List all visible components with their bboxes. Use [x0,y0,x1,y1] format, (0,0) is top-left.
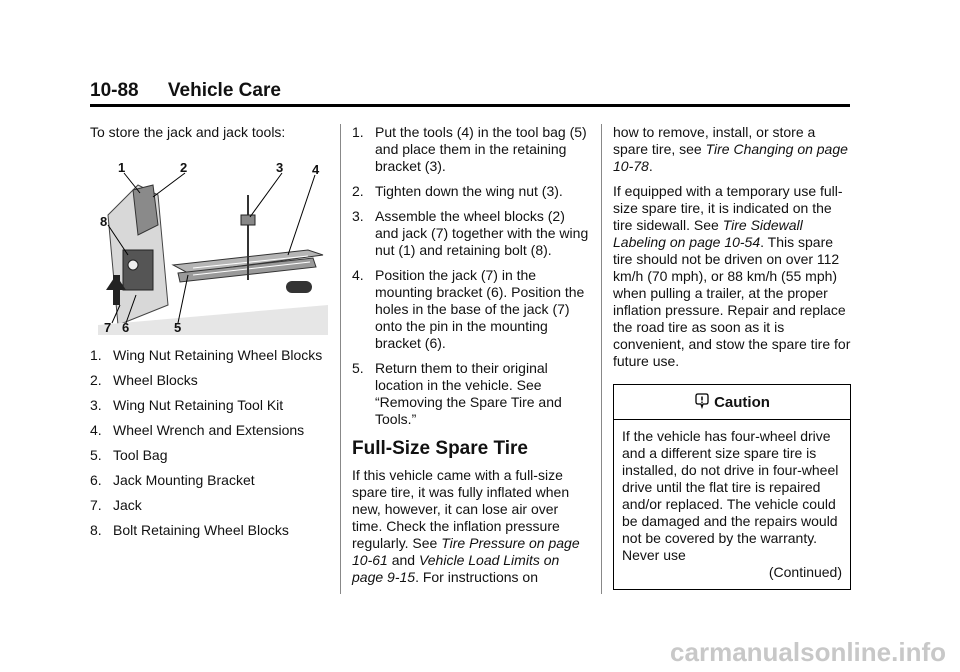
caution-icon [694,393,710,409]
legend-item: 3. Wing Nut Retaining Tool Kit [90,397,284,413]
figure-legend [90,347,335,539]
cross-reference-link[interactable]: Tire Pressure on page 10-61 [352,535,580,568]
column-3 [613,124,853,590]
column-divider [340,124,341,594]
column-2 [352,124,592,594]
section-title: Vehicle Care [167,80,281,101]
cross-reference-link[interactable]: Tire Changing on page 10-78 [613,141,848,174]
watermark: carmanualsonline.info [670,637,946,667]
step-item: 3. Assemble the wheel blocks (2) and jack (7) together with the wing nut (1) and retaining bolt (8). [352,208,589,258]
spare-tire-paragraph: If this vehicle came with a full-size spare tire, it was fully inflated when new, however, it can lose air over time. Check the inflation pressure regularly. See Tire Pressure on page 10-61 and Vehicle Load Limits on page 9-15. For instructions on [352,467,580,585]
section-heading: Full-Size Spare Tire [352,438,528,459]
legend-item: 2. Wheel Blocks [90,372,198,388]
figure-label-7: 7 [104,320,112,335]
legend-item: 7. Jack [90,497,142,513]
column-1 [90,124,335,547]
figure-label-1: 1 [118,160,126,175]
figure-label-6: 6 [122,320,130,335]
legend-item: 4. Wheel Wrench and Extensions [90,422,305,438]
legend-item: 5. Tool Bag [90,447,168,463]
figure-label-8: 8 [100,214,108,229]
legend-item: 1. Wing Nut Retaining Wheel Blocks [90,347,323,363]
page-number: 10-88 [90,80,139,101]
temporary-spare-paragraph: If equipped with a temporary use full-size spare tire, it is indicated on the tire sidewall. See Tire Sidewall Labeling on page 10-54. This spare tire should not be driven on over 112 km/h (70 mph), or 88 km/h (55 mph) when pulling a trailer, at the proper inflation pressure. Repair and replace the road tire as soon as it is convenient, and stow the spare tire for future use. [613,183,851,369]
caution-box [613,384,851,590]
step-item: 1. Put the tools (4) in the tool bag (5) and place them in the retaining bracket (3). [352,124,587,174]
figure-label-5: 5 [174,320,182,335]
figure-label-2: 2 [180,160,188,175]
continued-note: (Continued) [768,564,842,580]
steps-list [352,124,592,428]
figure-label-3: 3 [276,160,284,175]
legend-item: 8. Bolt Retaining Wheel Blocks [90,522,289,538]
cross-reference-link[interactable]: Tire Sidewall Labeling on page 10-54 [613,217,803,250]
figure-label-4: 4 [312,162,320,177]
step-item: 5. Return them to their original location in the vehicle. See “Removing the Spare Tire and Tools.” [352,360,562,427]
caution-title: Caution [714,394,770,411]
jack-storage-figure [98,155,328,335]
page-header [90,80,281,102]
step-item: 2. Tighten down the wing nut (3). [352,183,563,199]
header-rule [90,104,850,107]
column-divider [601,124,602,594]
step-item: 4. Position the jack (7) in the mounting bracket (6). Position the holes in the base of the jack (7) onto the pin in the mounting bracket (6). [352,267,585,351]
caution-body: If the vehicle has four-wheel drive and a different size spare tire is installed, do not drive in four-wheel drive until the flat tire is repaired and/or replaced. The vehicle could be damaged and the repairs would not be covered by the warranty. Never use (Continued) [622,428,842,580]
continued-paragraph: how to remove, install, or store a spare tire, see Tire Changing on page 10-78. [613,124,848,174]
legend-item: 6. Jack Mounting Bracket [90,472,255,488]
caution-header [614,385,850,420]
cross-reference-link[interactable]: Vehicle Load Limits on page 9-15 [352,552,560,585]
intro-text: To store the jack and jack tools: [90,124,286,140]
jack-illustration [98,155,328,335]
